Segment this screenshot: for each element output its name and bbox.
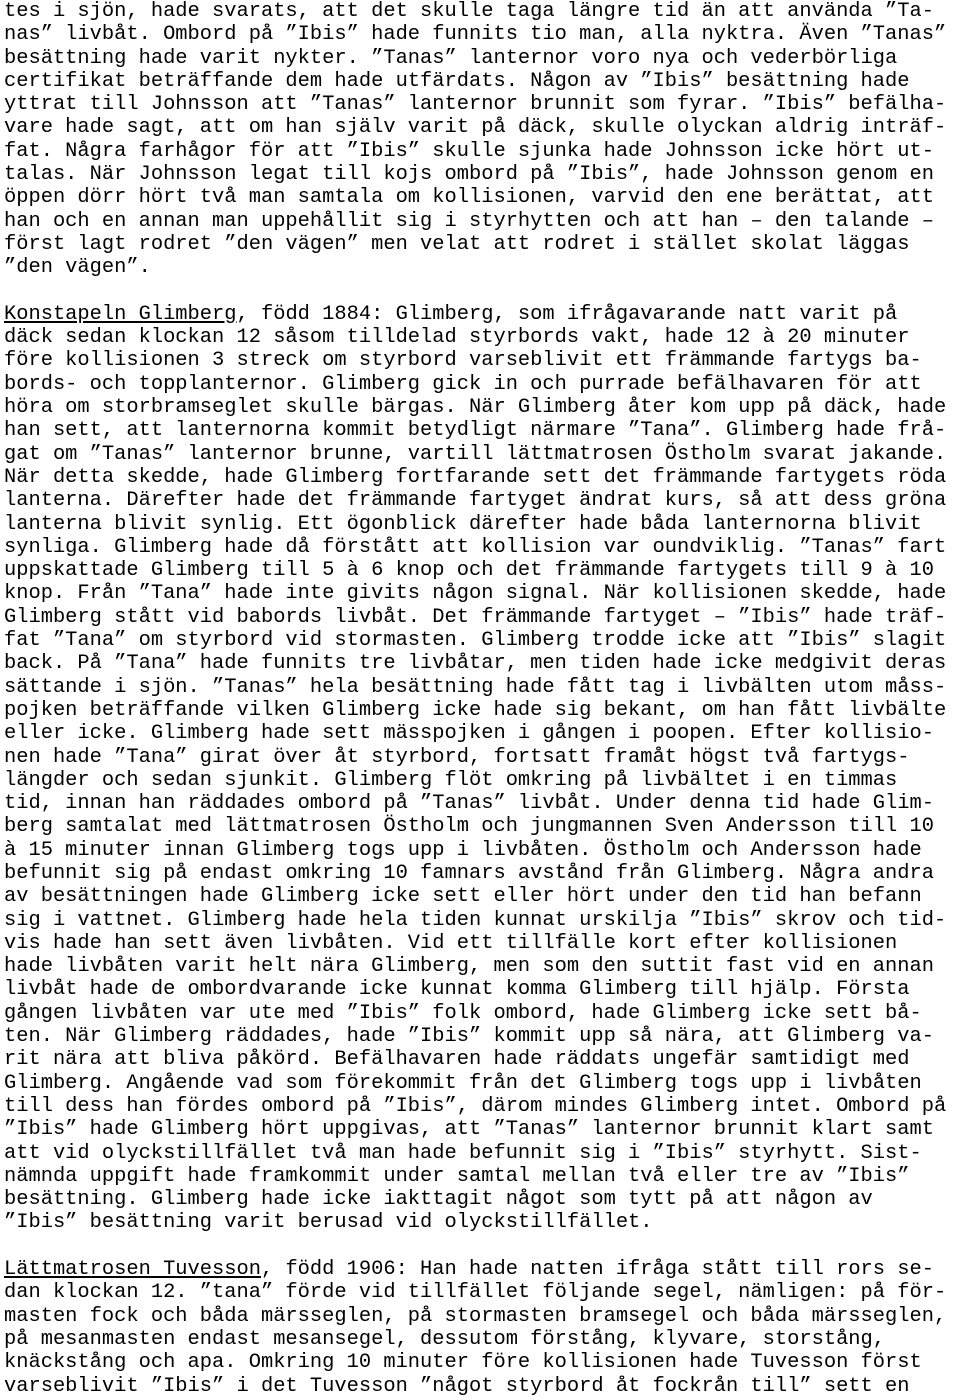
text-line: tes i sjön, hade svarats, att det skulle taga längre tid än att använda ”Ta-	[4, 0, 934, 23]
text-line: höra om storbramseglet skulle bärgas. När Glimberg åter kom upp på däck, hade	[4, 396, 947, 420]
text-line: ten. När Glimberg räddades, hade ”Ibis” kommit upp så nära, att Glimberg va-	[4, 1025, 934, 1049]
text-line: back. På ”Tana” hade funnits tre livbåtar, men tiden hade icke medgivit deras	[4, 652, 947, 676]
text-line: lanterna blivit synlig. Ett ögonblick därefter hade båda lanternorna blivit	[4, 512, 922, 536]
text-line: nen hade ”Tana” girat över åt styrbord, fortsatt framåt högst två fartygs-	[4, 745, 910, 769]
text-line: Glimberg. Angående vad som förekommit från det Glimberg togs upp i livbåten	[4, 1071, 922, 1095]
text-line: certifikat beträffande dem hade utfärdats. Någon av ”Ibis” besättning hade	[4, 69, 910, 93]
text-line: öppen dörr hört två man samtala om kollisionen, varvid den ene berättat, att	[4, 186, 934, 210]
text-line: masten fock och båda märsseglen, på stormasten bramsegel och båda märsseglen,	[4, 1304, 947, 1328]
text-line: ”Ibis” besättning varit berusad vid olyckstillfället.	[4, 1211, 653, 1235]
text-line: fat. Några farhågor för att ”Ibis” skulle sjunka hade Johnsson icke hört ut-	[4, 139, 934, 163]
text-line: sättande i sjön. ”Tanas” hela besättning hade fått tag i livbälten utom måss-	[4, 675, 947, 699]
text-line: gat om ”Tanas” lanternor brunne, vartill lättmatrosen Östholm svarat jakande.	[4, 442, 947, 466]
text-line: berg samtalat med lättmatrosen Östholm och jungmannen Sven Andersson till 10	[4, 815, 934, 839]
text-line: ”Ibis” hade Glimberg hört uppgivas, att ”Tanas” lanternor brunnit klart samt	[4, 1118, 934, 1142]
text-line: besättning hade varit nykter. ”Tanas” lanternor voro nya och vederbörliga	[4, 46, 898, 70]
text-line: sig i vattnet. Glimberg hade hela tiden kunnat urskilja ”Ibis” skrov och tid-	[4, 908, 947, 932]
text-line: han och en annan man uppehållit sig i styrhytten och att han – den talande –	[4, 209, 934, 233]
text-line: livbåt hade de ombordvarande icke kunnat komma Glimberg till hjälp. Första	[4, 978, 910, 1002]
text-line: att vid olyckstillfället två man hade befunnit sig i ”Ibis” styrhytt. Sist-	[4, 1141, 922, 1165]
text-line: lanterna. Därefter hade det främmande fartyget ändrat kurs, så att dess gröna	[4, 489, 947, 513]
speaker-name: Lättmatrosen Tuvesson	[4, 1258, 261, 1282]
text-line: före kollisionen 3 streck om styrbord varseblivit ett främmande fartygs ba-	[4, 349, 922, 373]
text-line: befunnit sig på endast omkring 10 famnars avstånd från Glimberg. Några andra	[4, 861, 934, 885]
text-line: nämnda uppgift hade framkommit under samtal mellan två eller tre av ”Ibis”	[4, 1164, 910, 1188]
text-line: dan klockan 12. ”tana” förde vid tillfället följande segel, nämligen: på för-	[4, 1281, 947, 1305]
text-line: hade livbåten varit helt nära Glimberg, men som den suttit fast vid en annan	[4, 955, 934, 979]
text-segment: , född 1906: Han hade natten ifråga stått till rors se-	[260, 1258, 934, 1282]
text-line: knop. Från ”Tana” hade inte givits någon signal. När kollisionen skedde, hade	[4, 582, 947, 606]
text-line	[4, 1258, 960, 1281]
paragraph-2	[4, 303, 960, 1235]
text-line: av besättningen hade Glimberg icke sett eller hört under den tid han befann	[4, 885, 922, 909]
text-line	[4, 303, 960, 326]
text-line: gången livbåten var ute med ”Ibis” folk ombord, hade Glimberg icke sett bå-	[4, 1001, 922, 1025]
text-line: knäckstång och apa. Omkring 10 minuter före kollisionen hade Tuvesson först	[4, 1351, 922, 1375]
text-line: vare hade sagt, att om han själv varit på däck, skulle olyckan aldrig inträf-	[4, 116, 947, 140]
text-line: varseblivit ”Ibis” i det Tuvesson ”något styrbord åt fockrån till” sett en	[4, 1374, 910, 1398]
text-line: fat ”Tana” om styrbord vid stormasten. Glimberg trodde icke att ”Ibis” slagit	[4, 629, 947, 653]
text-line: bords- och topplanternor. Glimberg gick in och purrade befälhavaren för att	[4, 372, 922, 396]
text-line: talas. När Johnsson legat till kojs ombord på ”Ibis”, hade Johnsson genom en	[4, 163, 934, 187]
text-line: vis hade han sett även livbåten. Vid ett tillfälle kort efter kollisionen	[4, 931, 898, 955]
text-line: eller icke. Glimberg hade sett mässpojken i gången i poopen. Efter kollisio-	[4, 722, 934, 746]
text-line: ”den vägen”.	[4, 256, 151, 280]
text-line: rit nära att bliva påkörd. Befälhavaren hade räddats ungefär samtidigt med	[4, 1048, 910, 1072]
text-line: han sett, att lanternorna kommit betydligt närmare ”Tana”. Glimberg hade frå-	[4, 419, 947, 443]
text-line: Glimberg stått vid babords livbåt. Det främmande fartyget – ”Ibis” hade träf-	[4, 605, 947, 629]
text-line: på mesanmasten endast mesansegel, dessutom förstång, klyvare, storstång,	[4, 1327, 886, 1351]
speaker-name: Konstapeln Glimberg	[4, 302, 237, 326]
paragraph-1	[4, 0, 960, 280]
text-line: däck sedan klockan 12 såsom tilldelad styrbords vakt, hade 12 à 20 minuter	[4, 326, 910, 350]
text-line: pojken beträffande vilken Glimberg icke hade sig bekant, om han fått livbälte	[4, 698, 947, 722]
text-line: till dess han fördes ombord på ”Ibis”, därom mindes Glimberg intet. Ombord på	[4, 1094, 947, 1118]
text-line: När detta skedde, hade Glimberg fortfarande sett det främmande fartygets röda	[4, 465, 947, 489]
text-line: besättning. Glimberg hade icke iakttagit något som tytt på att någon av	[4, 1188, 873, 1212]
text-line: nas” livbåt. Ombord på ”Ibis” hade funnits tio man, alla nyktra. Även ”Tanas”	[4, 23, 947, 47]
text-line: tid, innan han räddades ombord på ”Tanas” livbåt. Under denna tid hade Glim-	[4, 792, 934, 816]
text-segment: , född 1884: Glimberg, som ifrågavarande natt varit på	[236, 302, 898, 326]
text-line: längder och sedan sjunkit. Glimberg flöt omkring på livbältet i en timmas	[4, 768, 898, 792]
text-line: först lagt rodret ”den vägen” men velat att rodret i stället skolat läggas	[4, 232, 910, 256]
text-line: à 15 minuter innan Glimberg togs upp i livbåten. Östholm och Andersson hade	[4, 838, 922, 862]
text-line: uppskattade Glimberg till 5 à 6 knop och det främmande fartygets till 9 à 10	[4, 559, 934, 583]
paragraph-3	[4, 1258, 960, 1398]
text-line: yttrat till Johnsson att ”Tanas” lanternor brunnit som fyrar. ”Ibis” befälha-	[4, 93, 947, 117]
text-line: synliga. Glimberg hade då förstått att kollision var oundviklig. ”Tanas” fart	[4, 535, 947, 559]
